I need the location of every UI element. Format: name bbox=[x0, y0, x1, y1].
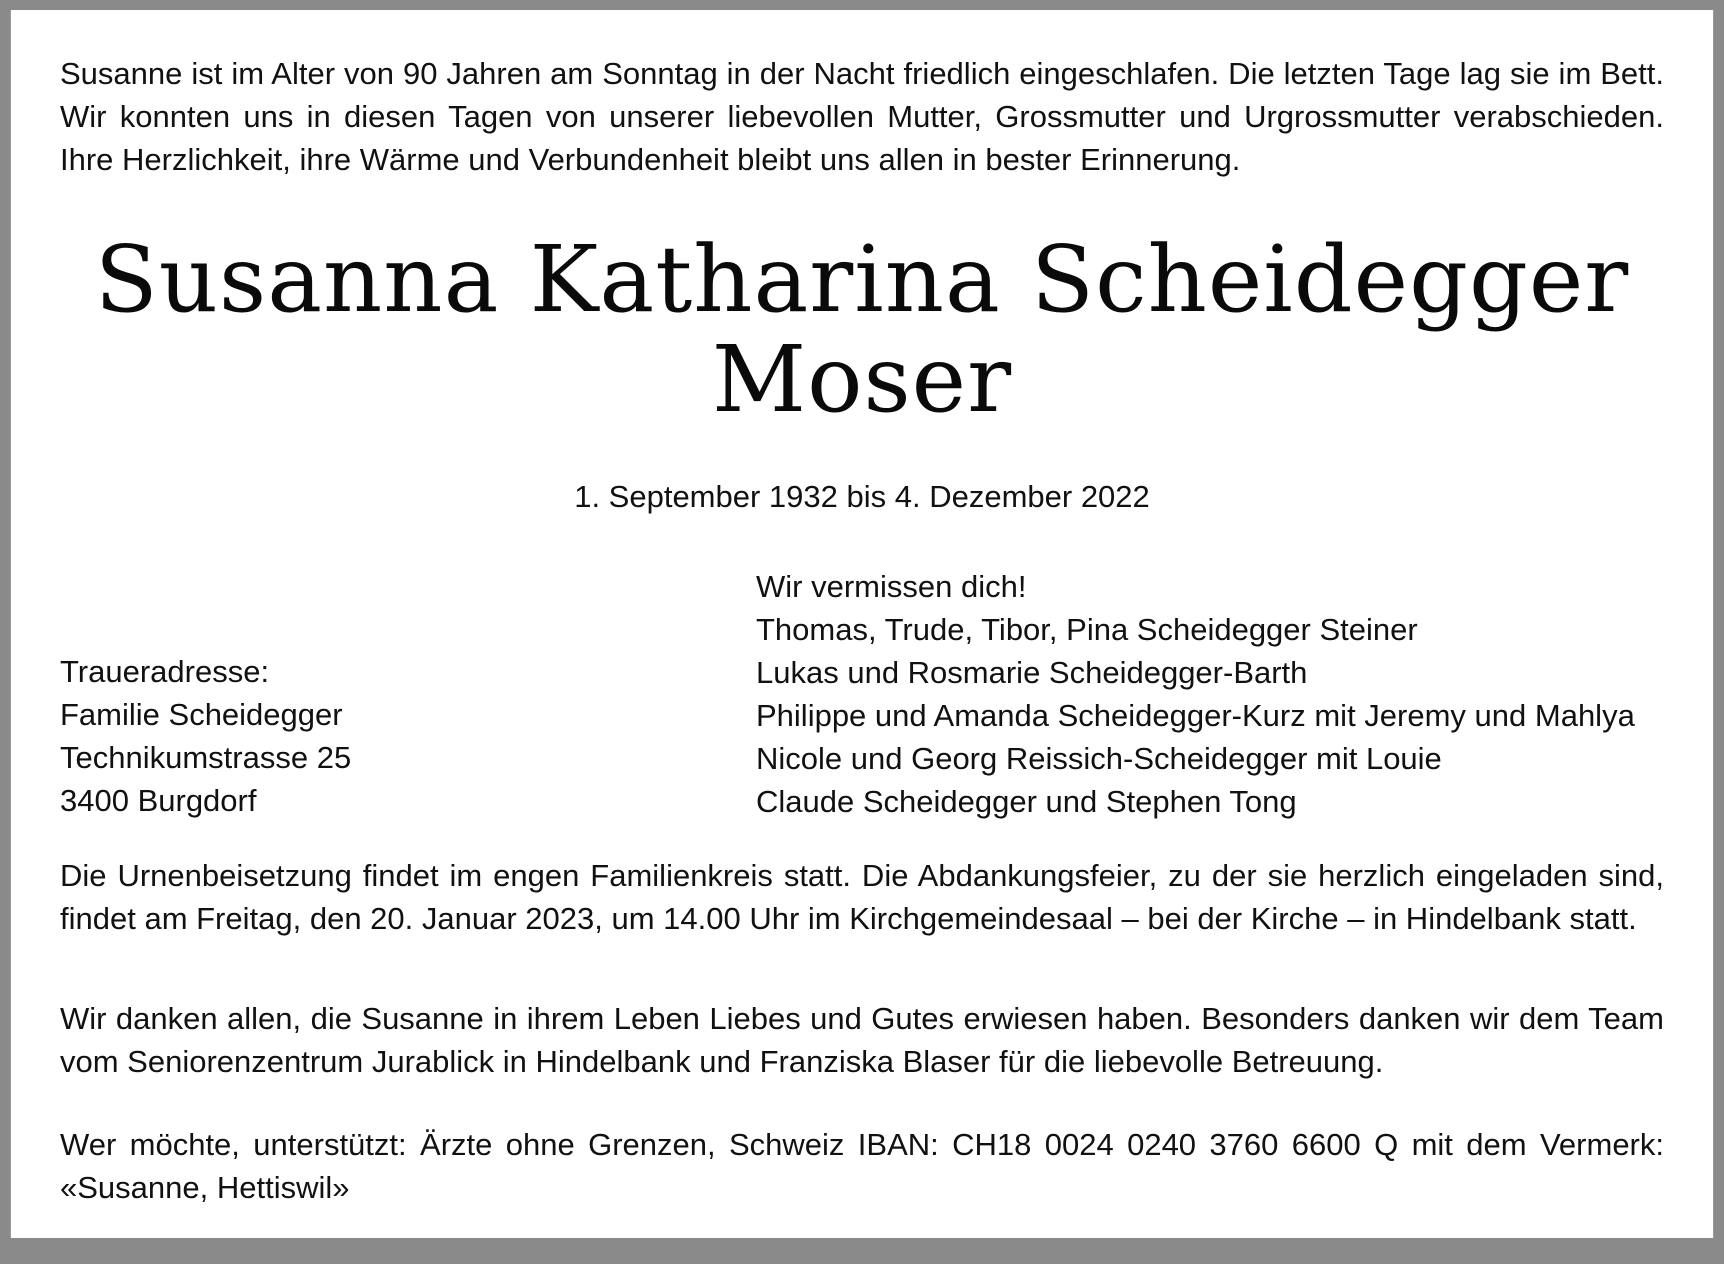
family-line: Nicole und Georg Reissich-Scheidegger mit Louie bbox=[756, 741, 1442, 776]
life-dates: 1. September 1932 bis 4. Dezember 2022 bbox=[574, 479, 1150, 514]
address-line: 3400 Burgdorf bbox=[60, 783, 257, 818]
intro-paragraph: Susanne ist im Alter von 90 Jahren am Sonntag in der Nacht friedlich eingeschlafen. Die letzten Tage lag sie im Bett. Wir konnten uns in diesen Tagen von unserer liebevollen Mutter, Grossmutter und Urgrossmutter verabschieden. Ihre Herzlichkeit, ihre Wärme und Verbundenheit bleibt uns allen in bester Erinnerung. bbox=[60, 56, 1664, 177]
family-list bbox=[756, 565, 1635, 823]
family-line: Philippe und Amanda Scheidegger-Kurz mit Jeremy und Mahlya bbox=[756, 698, 1635, 733]
donation-paragraph: Wer möchte, unterstützt: Ärzte ohne Grenzen, Schweiz IBAN: CH18 0024 0240 3760 6600 Q mit dem Vermerk: «Susanne, Hettiswil» bbox=[60, 1127, 1664, 1205]
obituary-page bbox=[10, 10, 1714, 1254]
deceased-name bbox=[0, 226, 1724, 433]
family-line: Lukas und Rosmarie Scheidegger-Barth bbox=[756, 655, 1308, 690]
family-line: Thomas, Trude, Tibor, Pina Scheidegger Steiner bbox=[756, 612, 1418, 647]
bottom-divider bbox=[10, 1238, 1714, 1254]
address-heading: Traueradresse: bbox=[60, 654, 270, 689]
address-line: Technikumstrasse 25 bbox=[60, 740, 352, 775]
name-line-2: Moser bbox=[711, 326, 1013, 433]
mourning-address bbox=[60, 650, 351, 822]
family-heading: Wir vermissen dich! bbox=[756, 569, 1027, 604]
address-line: Familie Scheidegger bbox=[60, 697, 343, 732]
name-line-1: Susanna Katharina Scheidegger bbox=[94, 226, 1630, 333]
thanks-paragraph: Wir danken allen, die Susanne in ihrem Leben Liebes und Gutes erwiesen haben. Besonders danken wir dem Team vom Seniorenzentrum Jurablick in Hindelbank und Franziska Blaser für die liebevolle Betreuung. bbox=[60, 1001, 1664, 1079]
family-line: Claude Scheidegger und Stephen Tong bbox=[756, 784, 1297, 819]
burial-paragraph: Die Urnenbeisetzung findet im engen Familienkreis statt. Die Abdankungsfeier, zu der sie herzlich eingeladen sind, findet am Freitag, den 20. Januar 2023, um 14.00 Uhr im Kirchgemeindesaal – bei der Kirche – in Hindelbank statt. bbox=[60, 858, 1664, 936]
